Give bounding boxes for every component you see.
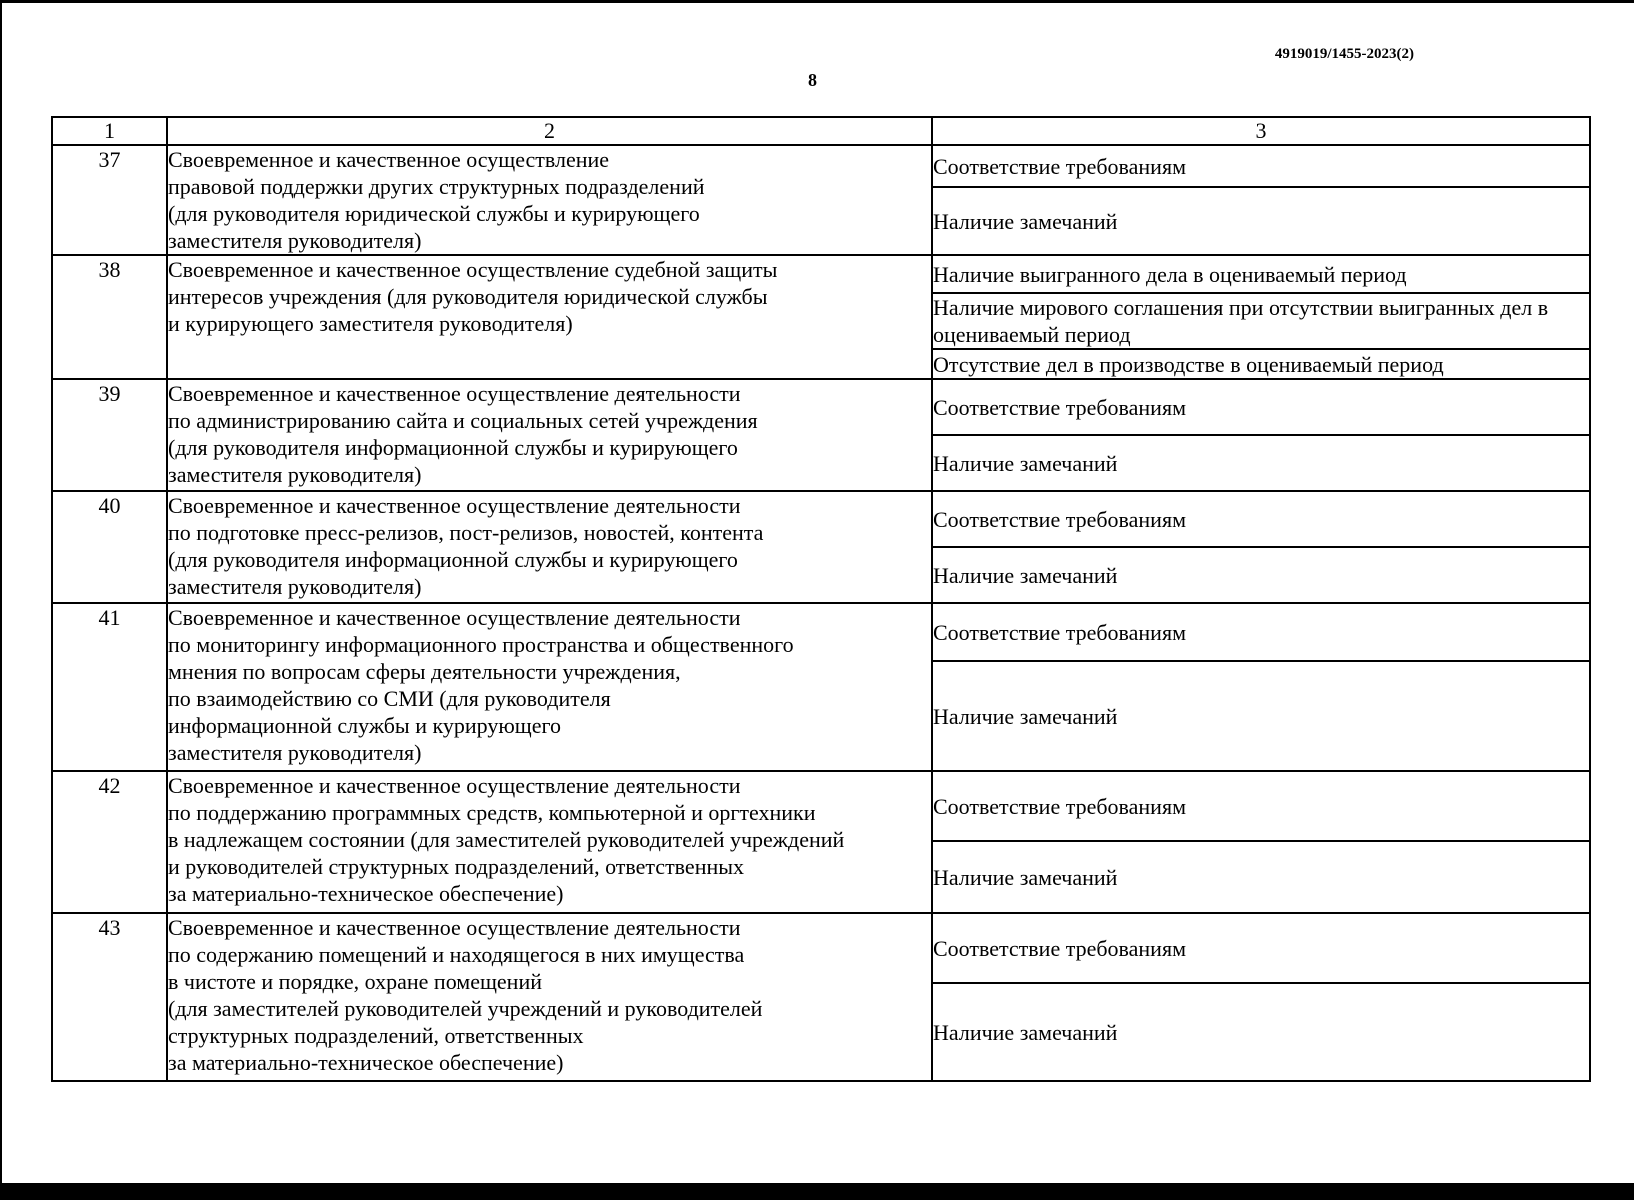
scan-border-left	[0, 0, 2, 1200]
row-number: 40	[52, 491, 167, 603]
row-number: 37	[52, 145, 167, 255]
criterion-cell: Наличие выигранного дела в оцениваемый период	[932, 255, 1590, 293]
criterion-cell: Наличие мирового соглашения при отсутствии выигранных дел в оцениваемый период	[932, 293, 1590, 349]
criterion-cell: Соответствие требованиям	[932, 379, 1590, 435]
criterion-cell: Соответствие требованиям	[932, 771, 1590, 841]
column-header-3: 3	[932, 117, 1590, 145]
criterion-cell: Наличие замечаний	[932, 983, 1590, 1081]
page-number: 8	[808, 70, 817, 90]
criterion-cell: Соответствие требованиям	[932, 145, 1590, 187]
scan-border-top	[0, 0, 1634, 3]
column-header-1: 1	[52, 117, 167, 145]
criteria-table	[51, 116, 1591, 1082]
criterion-cell: Наличие замечаний	[932, 841, 1590, 913]
criterion-cell: Наличие замечаний	[932, 187, 1590, 255]
table-header-row	[52, 117, 1590, 145]
criterion-cell: Наличие замечаний	[932, 547, 1590, 603]
table-row	[52, 771, 1590, 841]
row-description: Своевременное и качественное осуществление судебной защиты интересов учреждения (для руководителя юридической службы и курирующего заместителя руководителя)	[167, 255, 932, 379]
criterion-cell: Соответствие требованиям	[932, 603, 1590, 661]
table-row	[52, 145, 1590, 187]
criterion-cell: Соответствие требованиям	[932, 913, 1590, 983]
row-description: Своевременное и качественное осуществление деятельности по мониторингу информационного пространства и общественного мнения по вопросам сферы деятельности учреждения, по взаимодействию со СМИ (для руководителя информационной службы и курирующего заместителя руководителя)	[167, 603, 932, 771]
row-number: 38	[52, 255, 167, 379]
table-row	[52, 913, 1590, 983]
table-row	[52, 379, 1590, 435]
row-number: 39	[52, 379, 167, 491]
row-description: Своевременное и качественное осуществление деятельности по поддержанию программных средств, компьютерной и оргтехники в надлежащем состоянии (для заместителей руководителей учреждений и руководителей структурных подразделений, ответственных за материально-техническое обеспечение)	[167, 771, 932, 913]
row-description: Своевременное и качественное осуществление деятельности по администрированию сайта и социальных сетей учреждения (для руководителя информационной службы и курирующего заместителя руководителя)	[167, 379, 932, 491]
table-row	[52, 255, 1590, 293]
scan-border-bottom	[0, 1183, 1634, 1200]
row-description: Своевременное и качественное осуществление правовой поддержки других структурных подразделений (для руководителя юридической службы и курирующего заместителя руководителя)	[167, 145, 932, 255]
criterion-cell: Соответствие требованиям	[932, 491, 1590, 547]
row-number: 42	[52, 771, 167, 913]
criterion-cell: Наличие замечаний	[932, 435, 1590, 491]
criterion-cell: Наличие замечаний	[932, 661, 1590, 771]
row-description: Своевременное и качественное осуществление деятельности по содержанию помещений и находящегося в них имущества в чистоте и порядке, охране помещений (для заместителей руководителей учреждений и руководителей структурных подразделений, ответственных за материально-техническое обеспечение)	[167, 913, 932, 1081]
document-number: 4919019/1455-2023(2)	[1274, 46, 1414, 62]
table-row	[52, 603, 1590, 661]
row-number: 43	[52, 913, 167, 1081]
table-row	[52, 491, 1590, 547]
column-header-2: 2	[167, 117, 932, 145]
row-number: 41	[52, 603, 167, 771]
criterion-cell: Отсутствие дел в производстве в оцениваемый период	[932, 349, 1590, 379]
row-description: Своевременное и качественное осуществление деятельности по подготовке пресс-релизов, пост-релизов, новостей, контента (для руководителя информационной службы и курирующего заместителя руководителя)	[167, 491, 932, 603]
